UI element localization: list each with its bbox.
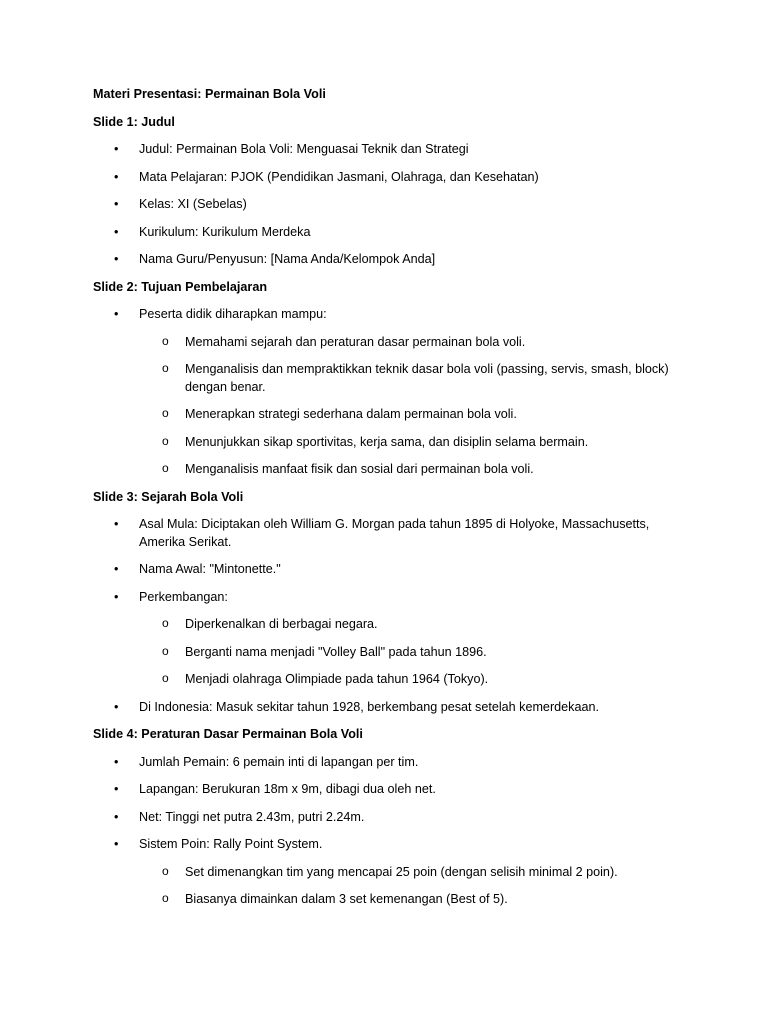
document-body — [93, 86, 683, 919]
bullet-icon: • — [114, 142, 119, 156]
list-item — [93, 589, 683, 689]
bullet-icon: • — [114, 252, 119, 266]
list-item-text: Judul: Permainan Bola Voli: Menguasai Teknik dan Strategi — [139, 142, 469, 156]
list-item — [93, 561, 683, 579]
sub-list-item — [139, 671, 683, 689]
sub-list-item-text: Memahami sejarah dan peraturan dasar permainan bola voli. — [185, 334, 526, 349]
sub-list-item — [139, 891, 683, 909]
bullet-icon: • — [114, 197, 119, 211]
sub-list-item — [139, 461, 683, 479]
sub-list-item-text: Menganalisis manfaat fisik dan sosial dari permainan bola voli. — [185, 462, 534, 476]
bullet-list — [93, 516, 683, 716]
bullet-list — [93, 306, 683, 479]
list-item — [93, 516, 683, 551]
bullet-icon: • — [114, 782, 119, 796]
list-item — [93, 196, 683, 214]
list-item-text: Peserta didik diharapkan mampu: — [139, 307, 327, 321]
list-item-text: Di Indonesia: Masuk sekitar tahun 1928, berkembang pesat setelah kemerdekaan. — [139, 699, 599, 714]
list-item-text: Kelas: XI (Sebelas) — [139, 197, 247, 211]
list-item — [93, 781, 683, 799]
sub-list-item — [139, 644, 683, 662]
sub-list-item — [139, 864, 683, 882]
list-item-text: Nama Awal: "Mintonette." — [139, 562, 281, 576]
bullet-icon: • — [114, 307, 119, 321]
bullet-list — [93, 141, 683, 269]
sub-bullet-list — [139, 334, 683, 479]
bullet-icon: • — [114, 562, 119, 576]
bullet-icon: • — [114, 754, 119, 769]
list-item — [93, 169, 683, 187]
list-item — [93, 224, 683, 242]
list-item — [93, 836, 683, 909]
sub-list-item — [139, 434, 683, 452]
sub-list-item-text: Set dimenangkan tim yang mencapai 25 poin (dengan selisih minimal 2 poin). — [185, 864, 618, 879]
sub-bullet-list — [139, 864, 683, 909]
sub-bullet-icon: o — [162, 406, 169, 420]
list-item-text: Mata Pelajaran: PJOK (Pendidikan Jasmani, Olahraga, dan Kesehatan) — [139, 169, 539, 184]
list-item-text: Nama Guru/Penyusun: [Nama Anda/Kelompok Anda] — [139, 252, 436, 266]
bullet-list — [93, 754, 683, 909]
list-item-text: Perkembangan: — [139, 589, 228, 604]
bullet-icon: • — [114, 224, 119, 239]
slide-heading: Slide 2: Tujuan Pembelajaran — [93, 279, 268, 294]
slide-heading: Slide 3: Sejarah Bola Voli — [93, 489, 244, 504]
sub-bullet-icon: o — [162, 671, 169, 685]
sub-list-item-text: Biasanya dimainkan dalam 3 set kemenangan (Best of 5). — [185, 892, 508, 906]
sub-bullet-icon: o — [162, 891, 169, 905]
sub-list-item-text: Menerapkan strategi sederhana dalam permainan bola voli. — [185, 407, 517, 421]
list-item-text: Sistem Poin: Rally Point System. — [139, 837, 323, 851]
sub-bullet-icon: o — [162, 616, 169, 630]
sub-bullet-icon: o — [162, 461, 169, 475]
list-item-text: Kurikulum: Kurikulum Merdeka — [139, 224, 311, 239]
sub-list-item-text: Menjadi olahraga Olimpiade pada tahun 1964 (Tokyo). — [185, 672, 489, 686]
sub-bullet-list — [139, 616, 683, 689]
sub-list-item — [139, 406, 683, 424]
bullet-icon: • — [114, 169, 119, 184]
list-item — [93, 809, 683, 827]
sub-bullet-icon: o — [162, 361, 169, 375]
sub-bullet-icon: o — [162, 863, 169, 878]
bullet-icon: • — [114, 809, 119, 824]
list-item — [93, 306, 683, 479]
list-item-text: Lapangan: Berukuran 18m x 9m, dibagi dua oleh net. — [139, 782, 436, 796]
list-item-text: Jumlah Pemain: 6 pemain inti di lapangan per tim. — [139, 754, 419, 769]
bullet-icon: • — [114, 517, 119, 531]
sub-bullet-icon: o — [162, 433, 169, 448]
sub-bullet-icon: o — [162, 643, 169, 658]
slide-heading: Slide 1: Judul — [93, 114, 175, 129]
list-item — [93, 754, 683, 772]
list-item — [93, 699, 683, 717]
sub-list-item-text: Menganalisis dan mempraktikkan teknik dasar bola voli (passing, servis, smash, block) dengan benar. — [185, 362, 669, 394]
sub-list-item — [139, 361, 683, 396]
bullet-icon: • — [114, 699, 119, 714]
sub-list-item — [139, 616, 683, 634]
sub-bullet-icon: o — [162, 333, 169, 348]
list-item-text: Asal Mula: Diciptakan oleh William G. Morgan pada tahun 1895 di Holyoke, Massachusetts, Amerika Serikat. — [139, 517, 650, 549]
bullet-icon: • — [114, 589, 119, 604]
list-item — [93, 251, 683, 269]
sub-list-item-text: Diperkenalkan di berbagai negara. — [185, 617, 378, 631]
list-item-text: Net: Tinggi net putra 2.43m, putri 2.24m. — [139, 809, 365, 824]
sub-list-item-text: Berganti nama menjadi "Volley Ball" pada tahun 1896. — [185, 644, 487, 659]
sub-list-item — [139, 334, 683, 352]
list-item — [93, 141, 683, 159]
document-title: Materi Presentasi: Permainan Bola Voli — [93, 87, 326, 101]
sub-list-item-text: Menunjukkan sikap sportivitas, kerja sama, dan disiplin selama bermain. — [185, 434, 589, 449]
slide-heading: Slide 4: Peraturan Dasar Permainan Bola Voli — [93, 727, 363, 741]
bullet-icon: • — [114, 837, 119, 851]
